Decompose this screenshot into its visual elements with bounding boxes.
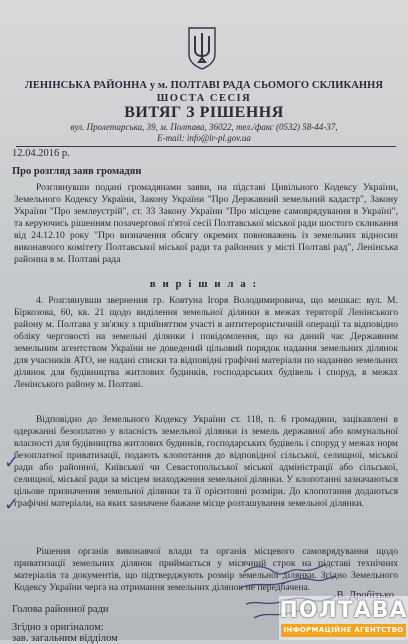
council-email: E-mail: info@lr-pl.gov.ua [157,133,251,143]
watermark-logo-text: ПОЛТАВА [279,598,408,623]
decision-subject: Про розгляд заяв громадян [12,166,142,177]
resolved-heading: в и р і ш и л а : [149,278,259,290]
watermark-tagline: ІНФОРМАЦІЙНЕ АГЕНТСТВО [281,624,406,637]
council-name: ЛЕНІНСЬКА РАЙОННА у м. ПОЛТАВІ РАДА СЬОМОГО СКЛИКАННЯ [24,80,384,91]
handwritten-checkmark-icon: ✓ [4,452,20,473]
intro-paragraph: Розглянувши подані громадянами заяви, на підставі Цивільного Кодексу України, Земельного Кодексу України, Закону України "Про Державний земельний кадастр", Закону України "Про землеустрій", ст. 33 Закону України "Про місцеве самоврядування в Україні", та керуючись рішенням позачергової п'ятої сесії Полтавської міської ради шостого скликання від 24.12.10 року "Про визначення обсягу окремих повноважень із земельних відносин виконавчого комітету Полтавської міської ради та районних у місті Полтаві рад", Ленінська районна в м. Полтаві рада [14,182,398,265]
item-4-paragraph: 4. Розглянувши звернення гр. Ковтуна Ігоря Володимировича, що мешкає: вул. М. Біркозова, 60, кв. 21 щодо виділення земельної ділянки в межах території Ленінського району м. Полтава у зв'язку з прийняттям участі в антитерористичній операції та відповідно обліку черговості на земельні ділянки і повідомлення, що на даний час Державним земельним агентством України не доведений цільовий порядок надання земельних ділянок для учасників АТО, не надані списки та відповідні графічні матеріали по наданню земельних ділянок для будівництва житлових будинків, господарських будівель і споруд, в межах Ленінського району м. Полтаві. [14,295,398,390]
news-agency-watermark [279,596,408,640]
header-divider [16,146,396,147]
document-title: ВИТЯГ З РІШЕННЯ [124,104,284,121]
session-name: ШОСТА СЕСІЯ [156,93,252,104]
coat-of-arms-trident-icon [186,26,218,70]
decision-date: 12.04.2016 р. [12,148,70,159]
handwritten-checkmark-icon: ✓ [4,494,20,515]
chair-title: Голова районної ради [12,604,109,615]
decision-paragraph: Рішення органів виконавчої влади та органів місцевого самоврядування щодо приватизації земельних ділянок приймається у місячний строк на підставі технічних матеріалів та документів, що підтверджують розмір земельної ділянки. Згідно Земельного Кодексу України черга на отримання земельних ділянок не передбачена. [14,546,398,593]
council-address: вул. Пролетарська, 39, м. Полтава, 36022, тел./факс (0532) 58-44-37, [70,122,338,132]
copy-certification: Згідно з оригіналом: [12,622,104,633]
land-code-paragraph: Відповідно до Земельного Кодексу України ст. 118, п. 6 громадяни, зацікавлені в одержанні безоплатно у власність земельної ділянки із земель державної або комунальної власності для будівництва житлових будинків, господарських будівель і споруд у межах норм безоплатної приватизації, подають клопотання до відповідної сільської, селищної, міської ради або районної, Київської чи Севастопольської міської адміністрації або сільської, селищної, міської ради за місцем знаходження земельної ділянки. У клопотанні зазначаються цільове призначення земельної ділянки та її орієнтовні розміри. До клопотання додаються графічні матеріали, на яких зазначене бажане місце розташування земельної ділянки. [14,414,398,509]
copy-certifier-title: зав. загальним відділом [12,633,118,644]
